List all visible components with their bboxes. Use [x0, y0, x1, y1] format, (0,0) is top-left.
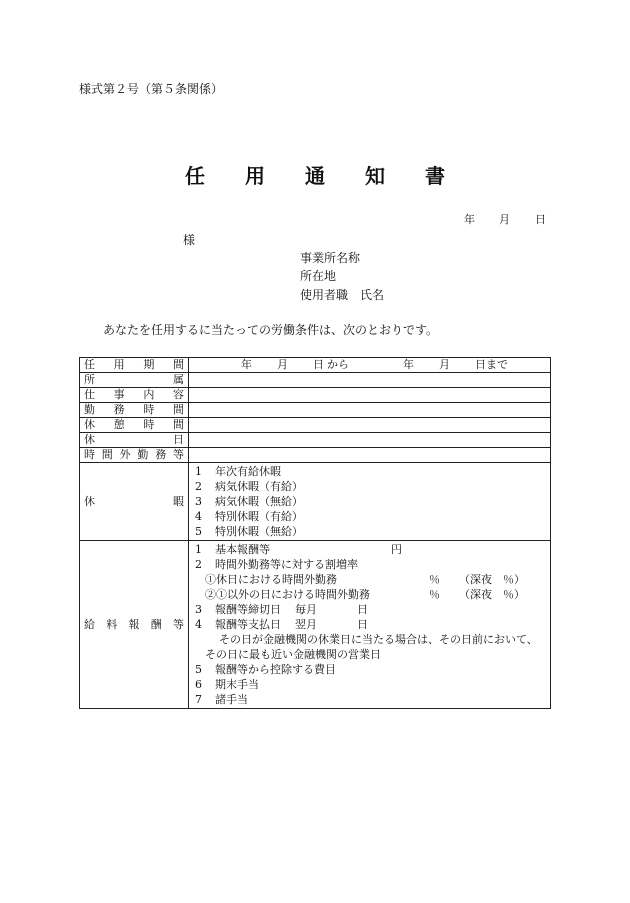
label-char: 酬 — [150, 617, 162, 631]
document-title — [0, 160, 630, 189]
salary-payment-note: その日に最も近い金融機関の営業日 — [205, 648, 381, 661]
label-employment-period — [80, 358, 189, 373]
salary-item-bonus: 6 期末手当 — [195, 678, 259, 691]
employment-terms-table — [79, 357, 551, 709]
leave-item: 3 病気休暇（無給） — [195, 495, 303, 508]
label-char: 務 — [113, 403, 125, 416]
row-break-time — [80, 418, 551, 433]
label-holidays — [80, 433, 189, 448]
label-char: 期 — [143, 358, 155, 371]
label-char: 時 — [143, 403, 155, 416]
form-number: 様式第２号（第５条関係） — [79, 82, 224, 96]
leave-item: 5 特別休暇（無給） — [195, 525, 303, 538]
label-char: 所 — [84, 373, 95, 386]
value-break-time — [189, 418, 551, 433]
label-salary — [80, 541, 189, 709]
label-char: 勤 — [84, 403, 95, 416]
label-leave — [80, 463, 189, 541]
salary-item-overtime-rate: 2 時間外勤務等に対する割増率 — [195, 558, 358, 571]
label-char: 時 — [84, 448, 95, 461]
label-char: 等 — [173, 617, 184, 631]
period-month: 月 — [439, 358, 450, 371]
salary-item-deductions: 5 報酬等から控除する費目 — [195, 663, 336, 676]
label-char: 休 — [84, 418, 95, 431]
salary-payment-note: その日が金融機関の休業日に当たる場合は、その日前において、 — [219, 633, 538, 646]
value-duties — [189, 388, 551, 403]
salary-item-weekday-rate: ②①以外の日における時間外勤務 ％ （深夜 ％） — [205, 588, 525, 601]
addressee: 様 — [183, 233, 196, 247]
label-char: 報 — [128, 617, 140, 631]
title-char: 通 — [305, 164, 325, 188]
date-month: 月 — [499, 213, 510, 226]
row-duties — [80, 388, 551, 403]
company-address-label: 所在地 — [300, 269, 337, 283]
salary-item-holiday-rate: ①休日における時間外勤務 ％ （深夜 ％） — [205, 573, 525, 586]
label-char: 容 — [172, 388, 184, 401]
label-char: 仕 — [84, 388, 95, 401]
period-year: 年 — [403, 358, 414, 371]
leave-item: 1 年次有給休暇 — [195, 465, 281, 478]
period-year: 年 — [241, 358, 252, 371]
row-overtime — [80, 448, 551, 463]
period-from: から — [327, 358, 349, 371]
intro-text: あなたを任用するに当たっての労働条件は、次のとおりです。 — [103, 323, 439, 337]
value-overtime — [189, 448, 551, 463]
label-char: 事 — [113, 388, 125, 401]
label-char: 間 — [172, 403, 184, 416]
label-overtime — [80, 448, 189, 463]
label-char: 休 — [84, 494, 95, 508]
date-day: 日 — [535, 213, 546, 226]
value-affiliation — [189, 373, 551, 388]
title-char: 知 — [365, 164, 385, 188]
label-char: 等 — [172, 448, 184, 461]
value-employment-period — [189, 358, 551, 373]
label-affiliation — [80, 373, 189, 388]
period-day: 日 — [313, 358, 324, 371]
label-char: 内 — [143, 388, 155, 401]
title-char: 任 — [185, 164, 205, 188]
row-holidays — [80, 433, 551, 448]
label-char: 間 — [172, 358, 184, 371]
label-break-time — [80, 418, 189, 433]
value-leave — [189, 463, 551, 541]
salary-item-basic: 1 基本報酬等 円 — [195, 543, 402, 556]
title-char: 用 — [245, 164, 265, 188]
date-year: 年 — [464, 213, 475, 226]
salary-item-closing-day: 3 報酬等締切日 毎月 日 — [195, 603, 368, 616]
title-char: 書 — [425, 164, 445, 188]
period-until: 日まで — [475, 358, 508, 371]
label-char: 日 — [173, 433, 184, 446]
label-char: 任 — [84, 358, 95, 371]
row-leave — [80, 463, 551, 541]
label-char: 務 — [155, 448, 167, 461]
value-salary — [189, 541, 551, 709]
label-working-hours — [80, 403, 189, 418]
company-name-label: 事業所名称 — [300, 251, 361, 265]
row-working-hours — [80, 403, 551, 418]
label-char: 憩 — [113, 418, 125, 431]
label-char: 用 — [113, 358, 125, 371]
leave-item: 4 特別休暇（有給） — [195, 510, 303, 523]
label-char: 外 — [119, 448, 131, 461]
label-char: 給 — [84, 617, 95, 631]
label-char: 勤 — [137, 448, 149, 461]
label-char: 間 — [172, 418, 184, 431]
value-holidays — [189, 433, 551, 448]
row-salary — [80, 541, 551, 709]
leave-item: 2 病気休暇（有給） — [195, 480, 303, 493]
period-month: 月 — [277, 358, 288, 371]
label-char: 属 — [173, 373, 184, 386]
label-char: 時 — [143, 418, 155, 431]
value-working-hours — [189, 403, 551, 418]
employer-label: 使用者職 氏名 — [300, 288, 385, 302]
label-char: 間 — [101, 448, 113, 461]
salary-item-payment-day: 4 報酬等支払日 翌月 日 — [195, 618, 368, 631]
row-affiliation — [80, 373, 551, 388]
row-employment-period — [80, 358, 551, 373]
label-duties — [80, 388, 189, 403]
salary-item-allowances: 7 諸手当 — [195, 693, 248, 706]
label-char: 料 — [106, 617, 118, 631]
label-char: 休 — [84, 433, 95, 446]
label-char: 暇 — [173, 494, 184, 508]
